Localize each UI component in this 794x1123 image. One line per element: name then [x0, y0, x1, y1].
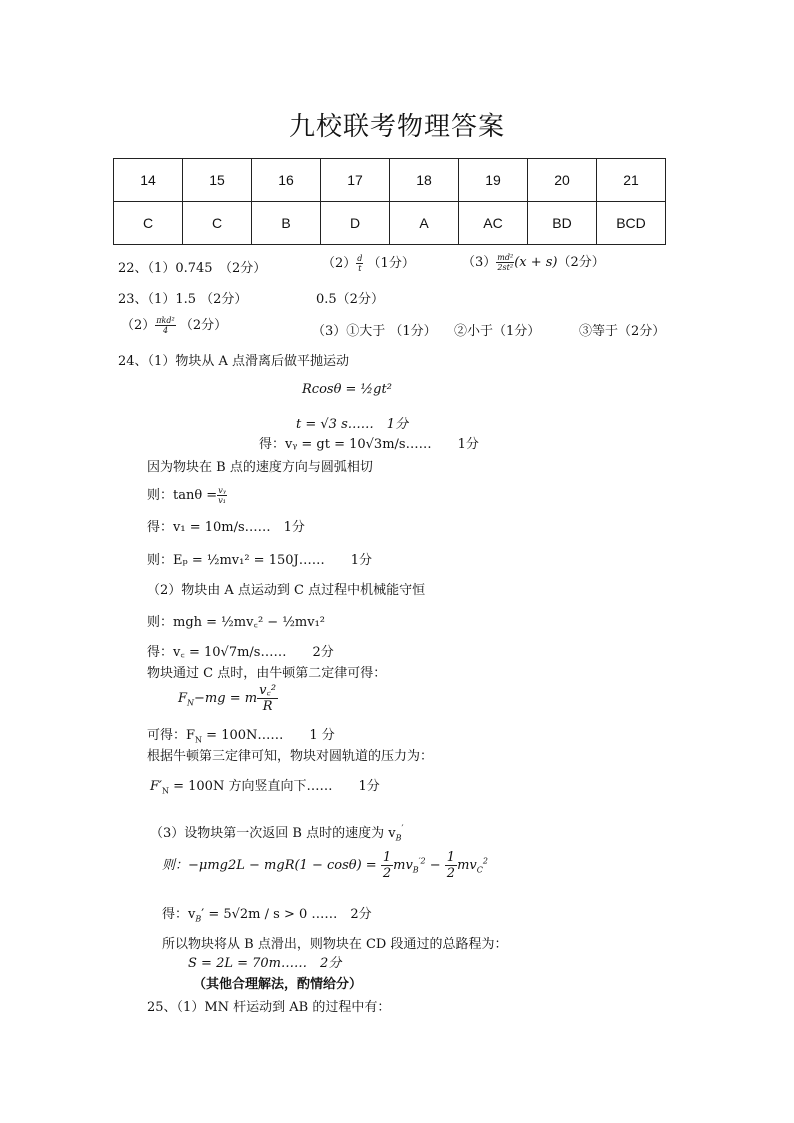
q24-eq9-sub: N: [187, 698, 195, 708]
table-row-questions: [114, 159, 666, 202]
q24-part3-intro: [150, 822, 404, 843]
fraction-numerator: 1: [382, 850, 392, 865]
q24-eq12-mid: mv: [393, 858, 413, 873]
q24-eq13: [162, 903, 372, 924]
q22-part2-score: （1分）: [367, 256, 415, 271]
q22-part1: 22、（1）0.745 （2分）: [118, 261, 267, 276]
q24-eq1: Rcosθ = ½gt²: [302, 382, 392, 397]
q24-eq10-label: 可得：F: [147, 728, 196, 743]
table-cell: D: [321, 202, 390, 245]
table-cell: BCD: [597, 202, 666, 245]
q24-eq14: S = 2L = 70m…… 2分: [188, 956, 342, 971]
table-cell: A: [390, 202, 459, 245]
q24-eq4: [147, 484, 227, 505]
q22-part3-score: （2分）: [557, 255, 605, 270]
q24-eq10-sub: N: [195, 735, 203, 745]
q24-part3-sub: B: [395, 833, 402, 843]
q24-intro: 24、（1）物块从 A 点滑离后做平抛运动: [118, 354, 349, 369]
q22-part3-label: （3）: [462, 255, 497, 270]
q24-eq9: [178, 683, 278, 714]
q24-eq9-mid: −mg = m: [194, 691, 258, 706]
page-title: 九校联考物理答案: [288, 112, 505, 142]
q24-slide-line: 所以物块将从 B 点滑出，则物块在 CD 段通过的总路程为：: [162, 937, 508, 952]
q24-newton3-line: 根据牛顿第三定律可知，物块对圆轨道的压力为：: [147, 749, 434, 764]
q24-part3-text: （3）设物块第一次返回 B 点时的速度为 v: [150, 826, 396, 841]
fraction-numerator: md²: [497, 253, 514, 262]
q24-eq2: t = √3 s…… 1分: [296, 417, 409, 432]
table-cell: AC: [459, 202, 528, 245]
table-cell: BD: [528, 202, 597, 245]
q24-newton2-line: 物块通过 C 点时，由牛顿第二定律可得：: [147, 666, 387, 681]
fraction-numerator: d: [357, 254, 363, 263]
q23-part1b: 0.5（2分）: [316, 292, 384, 307]
q24-eq3: 得：vᵧ = gt = 10√3m/s…… 1分: [259, 437, 479, 452]
table-cell: C: [183, 202, 252, 245]
q24-eq4-label: 则：tanθ =: [147, 488, 218, 503]
fraction-numerator: v꜀²: [259, 683, 277, 698]
q24-eq12-mid-sup: ′2: [418, 856, 426, 866]
q24-eq4-fraction: [217, 486, 227, 505]
q23-part3: （3）①大于 （1分）: [312, 324, 437, 339]
q25-intro: 25、（1）MN 杆运动到 AB 的过程中有：: [147, 1000, 391, 1015]
q23-part2-score: （2分）: [179, 318, 228, 333]
table-cell: B: [252, 202, 321, 245]
half-fraction: [381, 850, 393, 881]
q23-part2-fraction: [155, 316, 175, 335]
q24-part3-sup: ′: [401, 824, 404, 835]
q24-part2-intro: （2）物块由 A 点运动到 C 点过程中机械能守恒: [147, 583, 426, 598]
q23-part2-label: （2）: [121, 318, 156, 333]
answer-table: [113, 158, 666, 245]
q24-eq13-sub: B: [195, 914, 202, 924]
q24-eq11-rest: = 100N 方向竖直向下…… 1分: [168, 779, 380, 794]
table-cell: 19: [459, 159, 528, 202]
fraction-numerator: 1: [446, 850, 456, 865]
table-cell: 14: [114, 159, 183, 202]
q24-eq5: 得：v₁ = 10m/s…… 1分: [147, 520, 305, 535]
q23-part3c: ③等于（2分）: [579, 324, 666, 339]
table-row-answers: [114, 202, 666, 245]
q24-eq12-end-sup: 2: [482, 856, 488, 866]
q22-part3: [462, 251, 605, 272]
q24-eq11-force: F′: [150, 779, 162, 794]
q24-eq12: [162, 850, 488, 881]
q24-eq12-mid-sub: B: [412, 865, 419, 875]
q22-part3-fraction: [496, 253, 514, 272]
q24-eq13-rest: ′ = 5√2m / s > 0 …… 2分: [201, 907, 372, 922]
q24-eq6: 则：Eₚ = ½mv₁² = 150J…… 1分: [147, 553, 372, 568]
q24-eq9-force: F: [178, 691, 188, 706]
table-cell: 21: [597, 159, 666, 202]
table-cell: 17: [321, 159, 390, 202]
fraction-denominator: 2: [382, 866, 392, 881]
q22-part2: [322, 252, 415, 273]
fraction-denominator: v₁: [218, 496, 226, 505]
q24-eq11: [150, 775, 380, 796]
q22-part3-expr: (x + s): [514, 255, 558, 270]
fraction-denominator: 2: [446, 866, 456, 881]
q24-tangent-line: 因为物块在 B 点的速度方向与圆弧相切: [147, 460, 373, 475]
q23-part3b: ②小于（1分）: [454, 324, 541, 339]
q24-eq7: 则：mgh = ½mv꜀² − ½mv₁²: [147, 615, 326, 630]
fraction-denominator: R: [262, 699, 273, 714]
fraction-denominator: t: [358, 264, 362, 273]
table-cell: 15: [183, 159, 252, 202]
table-cell: 20: [528, 159, 597, 202]
q24-eq13-label: 得：v: [162, 907, 196, 922]
fraction-denominator: 2st²: [497, 263, 514, 272]
q24-eq12-end: mv: [457, 858, 477, 873]
fraction-numerator: πkd²: [156, 316, 175, 325]
q23-part1: 23、（1）1.5 （2分）: [118, 292, 248, 307]
q22-part2-fraction: [356, 254, 363, 273]
q22-part2-label: （2）: [322, 256, 357, 271]
fraction-denominator: 4: [162, 326, 169, 335]
fraction-numerator: vᵧ: [218, 486, 226, 495]
q24-eq11-sub: N: [161, 786, 169, 796]
table-cell: 16: [252, 159, 321, 202]
q24-eq12-minus: −: [429, 858, 441, 873]
q24-eq12-left: 则：−μmg2L − mgR(1 − cosθ) =: [162, 858, 377, 873]
table-cell: C: [114, 202, 183, 245]
q24-eq8: 得：v꜀ = 10√7m/s…… 2分: [147, 645, 334, 660]
q24-eq10: [147, 724, 335, 745]
q24-note: （其他合理解法，酌情给分）: [193, 977, 363, 992]
half-fraction: [445, 850, 457, 881]
table-cell: 18: [390, 159, 459, 202]
q23-part2: [121, 314, 227, 335]
q24-eq12-end-sub: C: [476, 865, 483, 875]
q24-eq10-rest: = 100N…… 1 分: [202, 728, 335, 743]
q24-eq9-fraction: [257, 683, 278, 714]
